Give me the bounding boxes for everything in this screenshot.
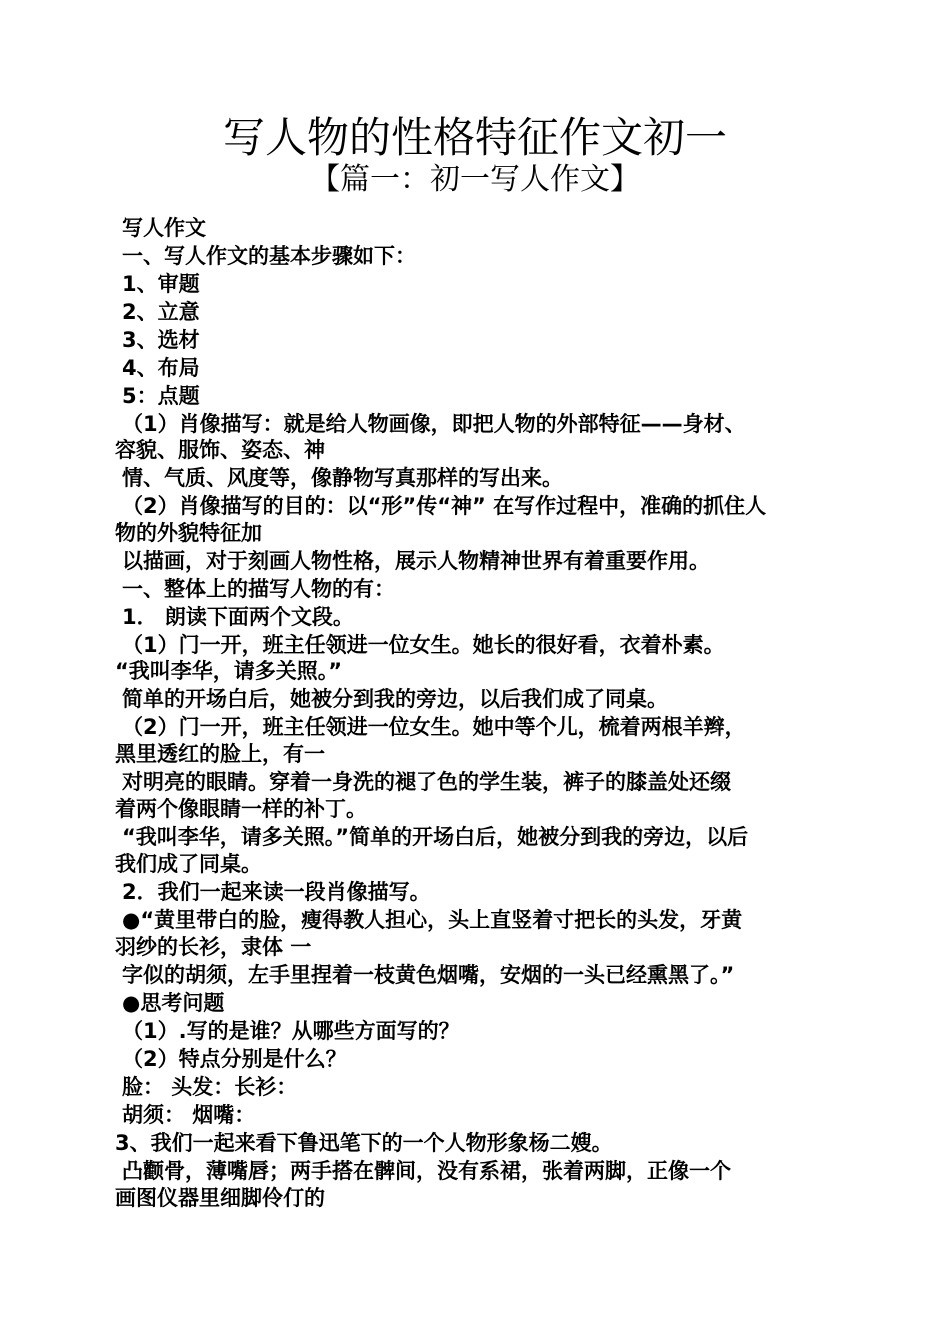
body-line: “我叫李华，请多关照。”简单的开场白后，她被分到我的旁边，以后: [122, 825, 749, 849]
body-line: 胡须： 烟嘴：: [122, 1103, 256, 1127]
body-line: 黑里透红的脸上，有一: [115, 742, 325, 766]
body-line: ●“黄里带白的脸，瘦得教人担心，头上直竖着寸把长的头发，牙黄: [122, 908, 743, 932]
body-line: 情、气质、风度等，像静物写真那样的写出来。: [122, 466, 563, 490]
body-line: 字似的胡须，左手里捏着一枝黄色烟嘴，安烟的一头已经熏黑了。”: [122, 963, 735, 987]
body-line: 容貌、服饰、姿态、神: [115, 438, 325, 462]
body-line: “我叫李华，请多关照。”: [115, 659, 343, 683]
body-line: 对明亮的眼睛。穿着一身洗的褪了色的学生装，裤子的膝盖处还缀: [122, 770, 731, 794]
document-title: 写人物的性格特征作文初一: [222, 113, 727, 162]
body-line: 一、写人作文的基本步骤如下：: [122, 244, 416, 268]
body-line: 脸： 头发：长衫：: [122, 1075, 298, 1099]
body-line: 3、选材: [122, 328, 200, 352]
body-line: ●思考问题: [122, 991, 225, 1015]
body-line: 凸颧骨，薄嘴唇；两手搭在髀间，没有系裙，张着两脚，正像一个: [122, 1159, 731, 1183]
body-line: （1）.写的是谁？从哪些方面写的？: [122, 1019, 460, 1043]
body-line: 2、立意: [122, 300, 200, 324]
body-line: 着两个像眼睛一样的补丁。: [115, 797, 367, 821]
body-line: 以描画，对于刻画人物性格，展示人物精神世界有着重要作用。: [122, 549, 710, 573]
body-line: 简单的开场白后，她被分到我的旁边，以后我们成了同桌。: [122, 687, 668, 711]
body-line: 1． 朗读下面两个文段。: [122, 605, 354, 629]
body-line: （1）肖像描写：就是给人物画像，即把人物的外部特征——身材、: [122, 412, 746, 436]
document-subtitle: 【篇一：初一写人作文】: [310, 162, 640, 197]
body-line: 我们成了同桌。: [115, 852, 262, 876]
body-line: 一、整体上的描写人物的有：: [122, 577, 395, 601]
body-line: 画图仪器里细脚伶仃的: [115, 1186, 325, 1210]
body-line: 羽纱的长衫，隶体 一: [115, 935, 312, 959]
body-line: 物的外貌特征加: [115, 521, 262, 545]
body-line: 1、审题: [122, 272, 200, 296]
body-line: （1）门一开，班主任领进一位女生。她长的很好看，衣着朴素。: [122, 633, 725, 657]
body-line: （2）门一开，班主任领进一位女生。她中等个儿，梳着两根羊辫，: [122, 715, 746, 739]
body-line: （2）特点分别是什么？: [122, 1047, 347, 1071]
body-line: （2）肖像描写的目的：以“形”传“神” 在写作过程中，准确的抓住人: [122, 494, 767, 518]
body-line: 2．我们一起来读一段肖像描写。: [122, 880, 431, 904]
body-line: 写人作文: [122, 216, 206, 240]
body-line: 3、我们一起来看下鲁迅笔下的一个人物形象杨二嫂。: [115, 1131, 613, 1155]
body-line: 5：点题: [122, 384, 200, 408]
body-line: 4、布局: [122, 356, 200, 380]
